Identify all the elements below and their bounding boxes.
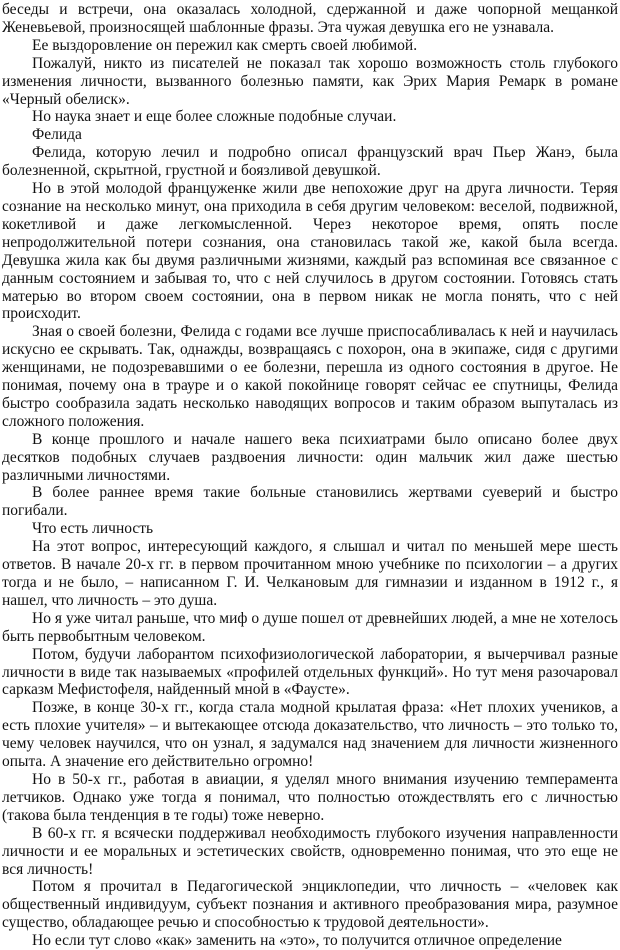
paragraph: В конце прошлого и начале нашего века психиатрами было описано более двух десятков подобных случаев раздвоения личности: один мальчик жил даже шестью различными личностями.	[2, 430, 618, 484]
section-heading: Фелида	[32, 126, 82, 144]
paragraph: Ее выздоровление он пережил как смерть своей любимой.	[32, 36, 418, 54]
paragraph: беседы и встречи, она оказалась холодной, сдержанной и даже чопорной мещанкой Женевьевой, произносящей шаблонные фразы. Эта чужая девушка его не узнавала.	[2, 1, 618, 36]
paragraph: Пожалуй, никто из писателей не показал так хорошо возможность столь глубокого изменения личности, вызванного болезнью памяти, как Эрих Мария Ремарк в романе «Черный обелиск».	[2, 54, 618, 108]
paragraph: Но я уже читал раньше, что миф о душе пошел от древнейших людей, а мне не хотелось быть первобытным человеком.	[2, 609, 618, 645]
paragraph: На этот вопрос, интересующий каждого, я слышал и читал по меньшей мере шесть ответов. В начале 20-х гг. в первом прочитанном мною учебнике по психологии – а других тогда и не было, – написанном Г. И. Челкановым для гимназии и изданном в 1912 г., я нашел, что личность – это душа.	[2, 538, 618, 609]
paragraph: Фелида, которую лечил и подробно описал французский врач Пьер Жанэ, была болезненной, скрытной, грустной и боязливой девушкой.	[2, 144, 618, 180]
paragraph: В 60-х гг. я всячески поддерживал необходимость глубокого изучения направленности личности и ее моральных и эстетических свойств, одновременно понимая, что это еще не вся личность!	[2, 824, 618, 878]
paragraph: Потом я прочитал в Педагогической энциклопедии, что личность – «человек как общественный индивидуум, субъект познания и активного преобразования мира, разумное существо, обладающее речью и способностью к трудовой деятельности».	[2, 878, 618, 932]
paragraph: Зная о своей болезни, Фелида с годами все лучше приспосабливалась к ней и научилась искусно ее скрывать. Так, однажды, возвращаясь с похорон, она в экипаже, сидя с другими женщинами, не подозревавшими о ее болезни, перешла из одного состояния в другое. Не понимая, почему она в трауре и о какой покойнице говорят сейчас ее спутницы, Фелида быстро сообразила задать несколько наводящих вопросов и таким образом выпуталась из сложного положения.	[2, 323, 618, 430]
paragraph: Но если тут слово «как» заменить на «это», то получится отличное определение	[32, 932, 562, 950]
paragraph: В более раннее время такие больные становились жертвами суеверий и быстро погибали.	[2, 484, 618, 520]
paragraph: Но наука знает и еще более сложные подобные случаи.	[32, 108, 397, 126]
paragraph: Потом, будучи лаборантом психофизиологической лаборатории, я вычерчивал разные личности в виде так называемых «профилей отдельных функций». Но тут меня разочаровал сарказм Мефистофеля, найденный мной в «Фаусте».	[2, 645, 618, 699]
paragraph: Но в этой молодой француженке жили две непохожие друг на друга личности. Теряя сознание на несколько минут, она приходила в себя другим человеком: веселой, подвижной, кокетливой и даже легкомысленной. Через некоторое время, опять после непродолжительной потери сознания, она становилась такой же, какой была всегда. Девушка жила как бы двумя различными жизнями, каждый раз вспоминая все связанное с данным состоянием и забывая то, что с ней случилось в другом состоянии. Готовясь стать матерью во втором своем состоянии, она в первом никак не могла понять, что с ней происходит.	[2, 180, 618, 323]
section-heading: Что есть личность	[32, 520, 154, 538]
paragraph: Но в 50-х гг., работая в авиации, я уделял много внимания изучению темперамента летчиков. Однако уже тогда я понимал, что полностью отождествлять его с личностью (такова была тенденция в те годы) тоже неверно.	[2, 770, 618, 824]
paragraph: Позже, в конце 30-х гг., когда стала модной крылатая фраза: «Нет плохих учеников, а есть плохие учителя» – и вытекающее отсюда доказательство, что личность – это только то, чему человек научился, что он узнал, я задумался над значением для личности жизненного опыта. А значение его действительно огромно!	[2, 699, 618, 771]
